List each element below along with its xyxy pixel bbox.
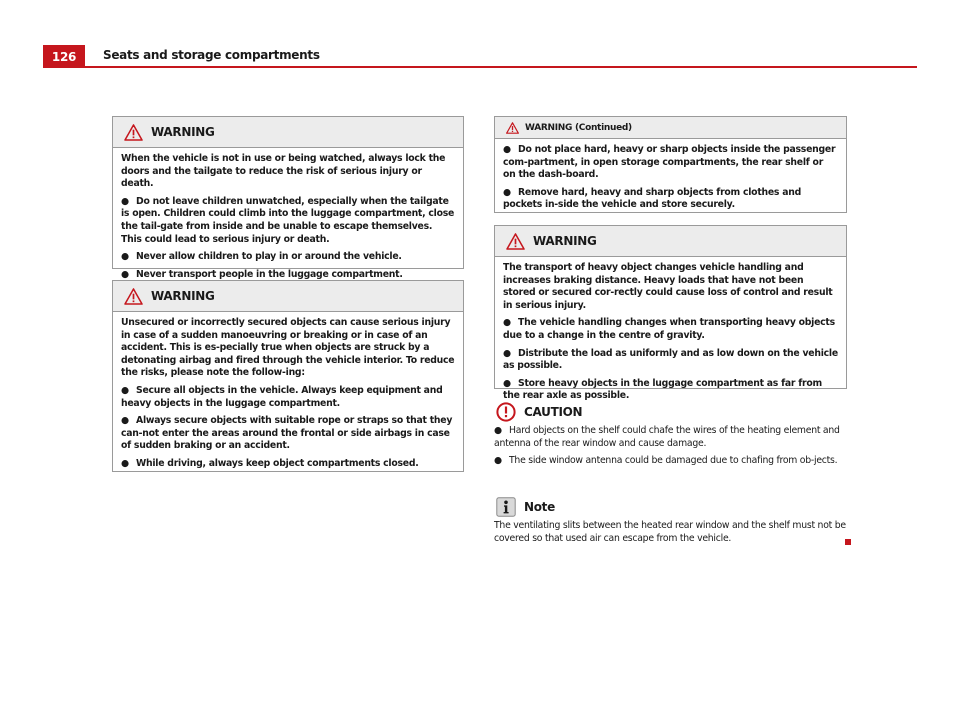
- warning-box-unsecured-objects: [112, 280, 464, 472]
- warning-title: WARNING: [151, 125, 215, 139]
- warning-bullet: ● While driving, always keep object compartments closed.: [121, 457, 419, 469]
- warning-title: WARNING (Continued): [525, 122, 632, 133]
- warning-bullet: ● Never allow children to play in or around the vehicle.: [121, 251, 402, 263]
- warning-header: [495, 226, 846, 257]
- caution-bullet: ● Hard objects on the shelf could chafe the wires of the heating element and antenna of the rear window and cause damage.: [494, 425, 840, 449]
- note-body: [494, 520, 846, 545]
- warning-body: [113, 148, 463, 281]
- warning-bullet: ● The vehicle handling changes when transporting heavy objects due to a change in the centre of gravity.: [503, 317, 835, 341]
- caution-header: [496, 402, 846, 422]
- caution-bullet: ● The side window antenna could be damaged due to chafing from ob-jects.: [494, 455, 838, 467]
- note-title: Note: [524, 500, 555, 514]
- warning-bullet: ● Always secure objects with suitable rope or straps so that they can-not enter the areas around the frontal or side airbags in case of sudden braking or an accident.: [121, 415, 453, 452]
- warning-box-children: [112, 116, 464, 280]
- warning-body: [113, 312, 463, 471]
- warning-header: [495, 117, 846, 139]
- page-number: 126: [43, 45, 85, 68]
- warning-header: [113, 281, 463, 312]
- header-rule: [43, 66, 917, 68]
- warning-triangle-icon: [124, 288, 143, 305]
- warning-triangle-icon: [506, 122, 519, 134]
- warning-bullet: ● Do not place hard, heavy or sharp objects inside the passenger com-partment, in open storage compartments, the rear shelf or on the dash-board.: [503, 144, 836, 181]
- warning-bullet: ● Do not leave children unwatched, especially when the tailgate is open. Children could climb into the luggage compartment, close the tail-gate from inside and be unable to escape themselves. This could lead to serious injury or death.: [121, 195, 455, 245]
- note-info-icon: [496, 497, 516, 517]
- caution-section: [494, 402, 846, 473]
- warning-bullet: ● Never transport people in the luggage compartment.: [121, 268, 403, 280]
- warning-triangle-icon: [124, 124, 143, 141]
- caution-body: [494, 425, 846, 468]
- note-section: [494, 497, 846, 550]
- section-title: Seats and storage compartments: [103, 48, 320, 62]
- caution-title: CAUTION: [524, 405, 583, 419]
- end-of-section-marker: [845, 539, 851, 545]
- caution-icon: [496, 402, 516, 422]
- warning-bullet: ● Remove hard, heavy and sharp objects from clothes and pockets in-side the vehicle and store securely.: [503, 186, 802, 211]
- warning-title: WARNING: [151, 289, 215, 303]
- warning-title: WARNING: [533, 234, 597, 248]
- warning-header: [113, 117, 463, 148]
- warning-bullet: ● Store heavy objects in the luggage compartment as far from the rear axle as possible.: [503, 377, 822, 402]
- warning-paragraph: The transport of heavy object changes vehicle handling and increases braking distance. Heavy loads that have not been stored or secured cor-rectly could cause loss of control and result in serious injury.: [503, 262, 833, 311]
- warning-body: [495, 139, 846, 212]
- warning-box-continued: [494, 116, 847, 213]
- warning-box-heavy-objects: [494, 225, 847, 402]
- note-text: The ventilating slits between the heated rear window and the shelf must not be covered so that used air can escape from the vehicle.: [494, 520, 846, 544]
- warning-paragraph: When the vehicle is not in use or being watched, always lock the doors and the tailgate to reduce the risk of serious injury or death.: [121, 153, 446, 190]
- note-header: [496, 497, 846, 517]
- warning-bullet: ● Secure all objects in the vehicle. Always keep equipment and heavy objects in the luggage compartment.: [121, 384, 443, 409]
- warning-paragraph: Unsecured or incorrectly secured objects can cause serious injury in case of a sudden manoeuvring or breaking or in case of an accident. This is es-pecially true when objects are struck by a detonating airbag and fired through the vehicle interior. To reduce the risks, please note the follow-ing:: [121, 317, 455, 379]
- warning-triangle-icon: [506, 233, 525, 250]
- warning-bullet: ● Distribute the load as uniformly and as low down on the vehicle as possible.: [503, 347, 838, 372]
- warning-body: [495, 257, 846, 403]
